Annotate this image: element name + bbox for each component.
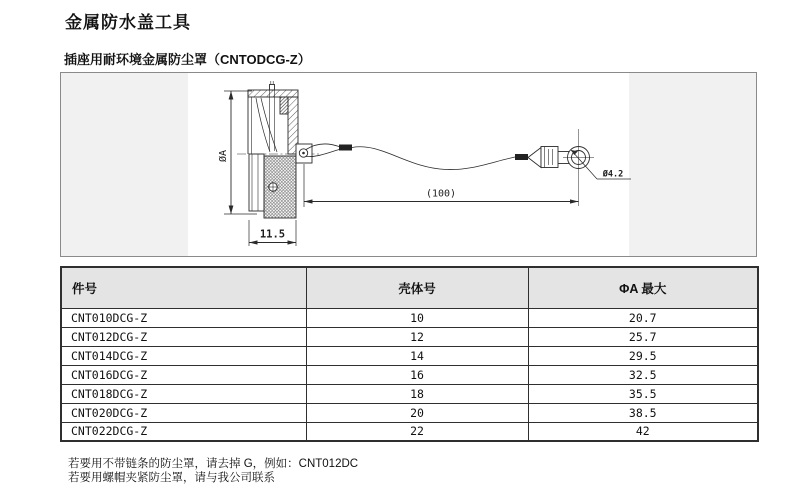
part-number-cell: CNT018DCG-Z — [61, 384, 306, 403]
phi-a-max-cell: 32.5 — [528, 365, 758, 384]
column-header-phi-a-max: ΦA 最大 — [528, 267, 758, 308]
footnotes — [68, 457, 358, 485]
cap-cross-section — [248, 81, 298, 154]
part-number-cell: CNT012DCG-Z — [61, 327, 306, 346]
phi-a-max-cell: 29.5 — [528, 346, 758, 365]
part-number-cell: CNT022DCG-Z — [61, 422, 306, 441]
parts-table — [60, 266, 759, 442]
table-row — [61, 365, 758, 384]
page-title: 金属防水盖工具 — [65, 13, 191, 32]
table-header-row — [61, 267, 758, 308]
dim-label-4-2: Ø4.2 — [602, 169, 624, 180]
shell-size-cell: 16 — [306, 365, 528, 384]
left-gray-panel — [61, 73, 188, 256]
column-header-part-number: 件号 — [61, 267, 306, 308]
note-line-remove-chain: 若要用不带链条的防尘罩，请去掉 G，例如：CNT012DC — [68, 458, 359, 470]
phi-a-max-cell: 38.5 — [528, 403, 758, 422]
part-number-cell: CNT014DCG-Z — [61, 346, 306, 365]
shell-size-cell: 12 — [306, 327, 528, 346]
part-number-cell: CNT016DCG-Z — [61, 365, 306, 384]
phi-a-max-cell: 25.7 — [528, 327, 758, 346]
dim-label-11-5: 11.5 — [259, 228, 286, 241]
phi-a-max-cell: 35.5 — [528, 384, 758, 403]
dim-label-phi-a: ØA — [218, 149, 229, 163]
part-number-cell: CNT010DCG-Z — [61, 308, 306, 327]
lanyard-cable — [296, 144, 515, 170]
table-row — [61, 327, 758, 346]
table-row — [61, 403, 758, 422]
shell-size-cell: 14 — [306, 346, 528, 365]
section-title: 插座用耐环境金属防尘罩（CNTODCG-Z） — [64, 52, 311, 67]
table-row — [61, 422, 758, 441]
column-header-shell-size: 壳体号 — [306, 267, 528, 308]
part-number-cell: CNT020DCG-Z — [61, 403, 306, 422]
ring-terminal — [515, 129, 594, 206]
phi-a-max-cell: 20.7 — [528, 308, 758, 327]
dust-cap-drawing — [61, 73, 756, 256]
phi-a-max-cell: 42 — [528, 422, 758, 441]
dimension-100 — [304, 164, 579, 207]
shell-size-cell: 20 — [306, 403, 528, 422]
shell-size-cell: 10 — [306, 308, 528, 327]
shell-size-cell: 18 — [306, 384, 528, 403]
dim-label-100: (100) — [425, 188, 457, 200]
table-row — [61, 308, 758, 327]
table-row — [61, 346, 758, 365]
table-row — [61, 384, 758, 403]
note-line-nut-clamp: 若要用螺帽夹紧防尘罩，请与我公司联系 — [68, 472, 275, 484]
right-gray-panel — [629, 73, 756, 256]
shell-size-cell: 22 — [306, 422, 528, 441]
technical-drawing-figure — [60, 72, 757, 257]
cap-knurled-body — [249, 154, 296, 218]
